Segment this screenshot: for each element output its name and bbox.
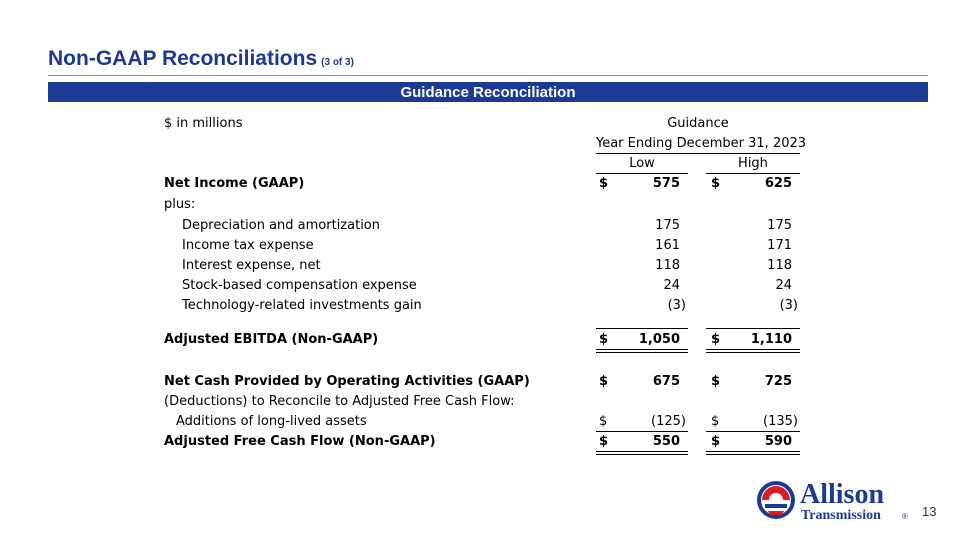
cell-capex-high-currency: $ bbox=[711, 414, 720, 429]
cell-net-income-low: 575 bbox=[652, 176, 680, 191]
header-period-underline bbox=[596, 153, 800, 154]
logo-registered-mark: ® bbox=[902, 512, 908, 521]
page-title: Non-GAAP Reconciliations (3 of 3) bbox=[48, 47, 354, 70]
fcf-double-rule-high-2 bbox=[706, 454, 800, 455]
title-rule bbox=[48, 75, 928, 76]
cell-depreciation-low: 175 bbox=[655, 218, 680, 233]
cell-net-income-high: 625 bbox=[764, 176, 792, 191]
page-title-sub: (3 of 3) bbox=[321, 57, 354, 68]
cell-tech-gain-high: (3) bbox=[779, 298, 798, 313]
cell-ebitda-low-currency: $ bbox=[599, 332, 609, 347]
row-label-operating-cash: Net Cash Provided by Operating Activities (GAAP) bbox=[164, 374, 530, 389]
cell-interest-low: 118 bbox=[655, 258, 680, 273]
section-banner: Guidance Reconciliation bbox=[48, 82, 928, 102]
cell-ocf-low-currency: $ bbox=[599, 374, 609, 389]
header-guidance: Guidance bbox=[667, 116, 729, 131]
cell-capex-high: (135) bbox=[763, 414, 798, 429]
cell-tech-gain-low: (3) bbox=[667, 298, 686, 313]
capex-rule-low bbox=[596, 431, 688, 432]
cell-capex-low: (125) bbox=[651, 414, 686, 429]
allison-transmission-logo bbox=[756, 478, 920, 524]
ebitda-double-rule-high-2 bbox=[706, 352, 800, 353]
cell-interest-high: 118 bbox=[767, 258, 792, 273]
cell-ebitda-low: 1,050 bbox=[638, 332, 680, 347]
row-label-free-cash-flow: Adjusted Free Cash Flow (Non-GAAP) bbox=[164, 434, 436, 449]
header-period: Year Ending December 31, 2023 bbox=[596, 136, 807, 151]
header-low: Low bbox=[629, 156, 655, 171]
row-label-depreciation: Depreciation and amortization bbox=[182, 218, 380, 233]
units-label: $ in millions bbox=[164, 116, 243, 131]
allison-emblem-icon bbox=[757, 481, 795, 519]
cell-fcf-low-currency: $ bbox=[599, 434, 609, 449]
row-label-net-income: Net Income (GAAP) bbox=[164, 176, 305, 191]
fcf-double-rule-high-1 bbox=[706, 451, 800, 452]
row-label-capex: Additions of long-lived assets bbox=[176, 414, 367, 429]
capex-rule-high bbox=[706, 431, 800, 432]
cell-net-income-high-currency: $ bbox=[711, 176, 721, 191]
header-low-underline bbox=[596, 173, 688, 174]
cell-ocf-low: 675 bbox=[652, 374, 680, 389]
cell-fcf-high: 590 bbox=[764, 434, 792, 449]
cell-ocf-high-currency: $ bbox=[711, 374, 721, 389]
cell-fcf-high-currency: $ bbox=[711, 434, 721, 449]
row-label-plus: plus: bbox=[164, 197, 196, 212]
ebitda-double-rule-low-2 bbox=[596, 352, 688, 353]
cell-depreciation-high: 175 bbox=[767, 218, 792, 233]
row-label-adjusted-ebitda: Adjusted EBITDA (Non-GAAP) bbox=[164, 332, 379, 347]
cell-ebitda-high-currency: $ bbox=[711, 332, 721, 347]
row-label-interest: Interest expense, net bbox=[182, 258, 321, 273]
cell-net-income-low-currency: $ bbox=[599, 176, 609, 191]
cell-stock-comp-high: 24 bbox=[775, 278, 792, 293]
ebitda-double-rule-low-1 bbox=[596, 349, 688, 350]
row-label-tech-gain: Technology-related investments gain bbox=[182, 298, 422, 313]
cell-income-tax-high: 171 bbox=[767, 238, 792, 253]
cell-ebitda-high: 1,110 bbox=[750, 332, 792, 347]
header-high-underline bbox=[706, 173, 800, 174]
cell-capex-low-currency: $ bbox=[599, 414, 608, 429]
logo-name-bottom: Transmission bbox=[801, 508, 881, 523]
page-number: 13 bbox=[922, 504, 937, 519]
cell-income-tax-low: 161 bbox=[655, 238, 680, 253]
header-high: High bbox=[738, 156, 768, 171]
ebitda-top-rule-low bbox=[596, 328, 688, 329]
row-label-income-tax: Income tax expense bbox=[182, 238, 314, 253]
logo-name-top: Allison bbox=[800, 479, 885, 510]
fcf-double-rule-low-2 bbox=[596, 454, 688, 455]
cell-stock-comp-low: 24 bbox=[663, 278, 680, 293]
row-label-deductions: (Deductions) to Reconcile to Adjusted Free Cash Flow: bbox=[164, 394, 515, 409]
ebitda-double-rule-high-1 bbox=[706, 349, 800, 350]
row-label-stock-comp: Stock-based compensation expense bbox=[182, 278, 417, 293]
cell-fcf-low: 550 bbox=[652, 434, 680, 449]
cell-ocf-high: 725 bbox=[764, 374, 792, 389]
fcf-double-rule-low-1 bbox=[596, 451, 688, 452]
ebitda-top-rule-high bbox=[706, 328, 800, 329]
